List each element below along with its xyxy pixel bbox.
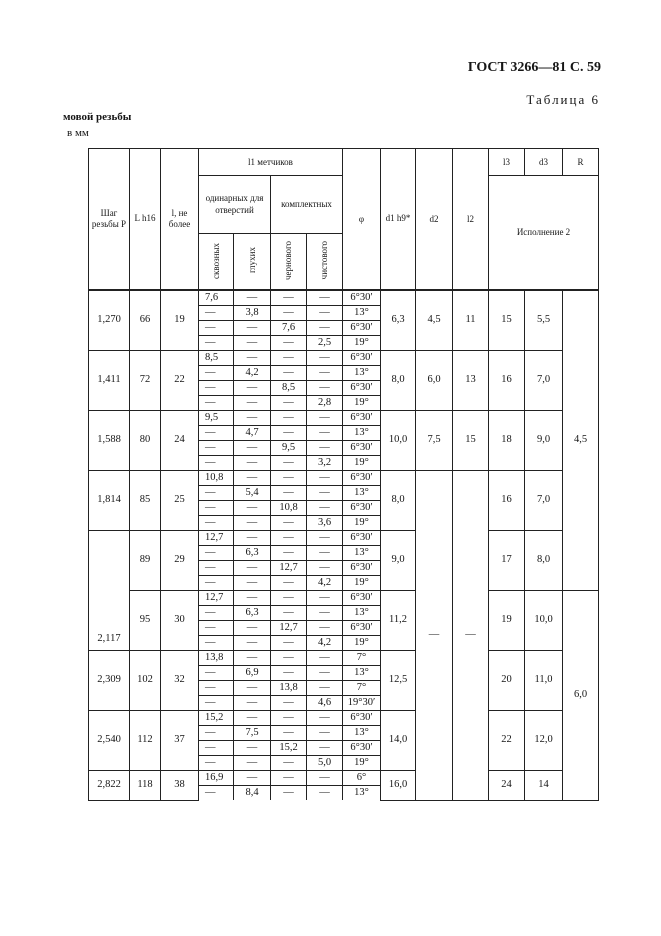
cell-l1: 15,2	[199, 711, 234, 726]
col-single-group: одинарных для отверстий	[199, 176, 271, 234]
cell-angle: 6°30′	[343, 531, 381, 546]
cell-d1: 11,2	[381, 591, 416, 651]
cell-l1: —	[234, 336, 271, 351]
cell-l1: —	[199, 786, 234, 801]
cell-l1: 2,8	[307, 396, 343, 411]
cell-l1: —	[271, 471, 307, 486]
cell-l1: —	[199, 606, 234, 621]
table-caption: мовой резьбы	[63, 111, 132, 123]
cell-l1: —	[199, 426, 234, 441]
cell-angle: 6°30′	[343, 711, 381, 726]
cell-l1: —	[307, 621, 343, 636]
cell-angle: 6°30′	[343, 591, 381, 606]
cell-l1: —	[271, 696, 307, 711]
cell-l1: —	[199, 456, 234, 471]
table-row	[89, 531, 599, 546]
cell-l1: —	[234, 456, 271, 471]
cell-l1: 4,7	[234, 426, 271, 441]
cell-l1: —	[234, 516, 271, 531]
cell-l1: —	[307, 426, 343, 441]
cell-d2: 4,5	[416, 291, 453, 351]
col-execution: Исполнение 2	[489, 176, 599, 290]
cell-l1: —	[234, 351, 271, 366]
cell-l: 25	[161, 471, 199, 531]
units-note: в мм	[67, 127, 89, 139]
cell-L: 112	[130, 711, 161, 771]
cell-l1: —	[307, 351, 343, 366]
cell-L: 66	[130, 291, 161, 351]
cell-l1: 7,6	[271, 321, 307, 336]
cell-angle: 19°30′	[343, 696, 381, 711]
col-l: l, не более	[161, 149, 199, 290]
cell-d3: 7,0	[525, 471, 563, 531]
cell-l2: 13	[453, 351, 489, 411]
cell-l1: 9,5	[199, 411, 234, 426]
cell-angle: 13°	[343, 666, 381, 681]
cell-angle: 6°30′	[343, 501, 381, 516]
cell-d1: 8,0	[381, 351, 416, 411]
cell-l1: —	[271, 636, 307, 651]
col-l1-group: l1 метчиков	[199, 149, 343, 176]
col-phi: φ	[343, 149, 381, 290]
cell-l1: —	[307, 726, 343, 741]
cell-l2-merged: —	[453, 471, 489, 801]
cell-angle: 6°30′	[343, 321, 381, 336]
cell-d3: 10,0	[525, 591, 563, 651]
cell-l1: —	[234, 711, 271, 726]
cell-l1: 4,2	[307, 636, 343, 651]
cell-l1: —	[199, 501, 234, 516]
cell-d3: 9,0	[525, 411, 563, 471]
cell-l1: 10,8	[199, 471, 234, 486]
cell-l1: —	[199, 696, 234, 711]
cell-l1: —	[234, 636, 271, 651]
cell-angle: 13°	[343, 726, 381, 741]
cell-l3: 22	[489, 711, 525, 771]
cell-pitch: 1,588	[89, 411, 130, 471]
cell-l1: —	[307, 546, 343, 561]
cell-l1: 15,2	[271, 741, 307, 756]
cell-l: 19	[161, 291, 199, 351]
cell-d2: 6,0	[416, 351, 453, 411]
cell-l1: —	[307, 321, 343, 336]
cell-l1: 6,9	[234, 666, 271, 681]
cell-l1: 3,8	[234, 306, 271, 321]
cell-l1: —	[199, 756, 234, 771]
col-finish-label: чистового	[319, 241, 329, 280]
col-R: R	[563, 149, 599, 176]
cell-pitch: 2,822	[89, 771, 130, 801]
cell-angle: 13°	[343, 546, 381, 561]
cell-l1: 4,6	[307, 696, 343, 711]
cell-l1: —	[199, 546, 234, 561]
cell-l1: —	[307, 681, 343, 696]
thread-data-table	[88, 148, 599, 801]
cell-angle: 6°	[343, 771, 381, 786]
cell-l1: —	[234, 741, 271, 756]
cell-l1: —	[271, 651, 307, 666]
table-row	[89, 651, 599, 666]
cell-angle: 19°	[343, 636, 381, 651]
cell-L: 118	[130, 771, 161, 801]
cell-l1: —	[199, 726, 234, 741]
cell-angle: 6°30′	[343, 621, 381, 636]
cell-angle: 19°	[343, 756, 381, 771]
cell-l1: 6,3	[234, 546, 271, 561]
cell-l1: —	[234, 771, 271, 786]
cell-L: 80	[130, 411, 161, 471]
cell-d1: 16,0	[381, 771, 416, 801]
cell-l1: —	[307, 381, 343, 396]
cell-l1: —	[199, 516, 234, 531]
cell-l1: —	[234, 621, 271, 636]
table-number: Таблица 6	[526, 92, 600, 107]
col-d2: d2	[416, 149, 453, 290]
cell-angle: 6°30′	[343, 441, 381, 456]
cell-l1: —	[234, 396, 271, 411]
cell-l3: 16	[489, 351, 525, 411]
cell-l1: —	[307, 561, 343, 576]
cell-d1: 10,0	[381, 411, 416, 471]
cell-angle: 6°30′	[343, 471, 381, 486]
cell-angle: 19°	[343, 576, 381, 591]
cell-l1: —	[307, 651, 343, 666]
cell-l1: —	[307, 306, 343, 321]
cell-l1: 9,5	[271, 441, 307, 456]
table-row	[89, 771, 599, 786]
cell-l1: 5,0	[307, 756, 343, 771]
cell-l1: —	[307, 471, 343, 486]
cell-l1: —	[199, 621, 234, 636]
cell-l1: —	[307, 501, 343, 516]
cell-l1: —	[307, 411, 343, 426]
cell-l1: —	[271, 606, 307, 621]
cell-d3: 7,0	[525, 351, 563, 411]
cell-angle: 6°30′	[343, 381, 381, 396]
cell-l1: —	[271, 576, 307, 591]
cell-l3: 18	[489, 411, 525, 471]
cell-l1: —	[234, 681, 271, 696]
cell-angle: 13°	[343, 606, 381, 621]
cell-l1: —	[307, 486, 343, 501]
cell-angle: 6°30′	[343, 351, 381, 366]
col-rough-label: чернового	[283, 241, 293, 280]
cell-l1: —	[199, 486, 234, 501]
cell-l1: 10,8	[271, 501, 307, 516]
cell-l1: —	[199, 741, 234, 756]
cell-L: 89	[130, 531, 161, 591]
cell-l3: 15	[489, 291, 525, 351]
cell-l1: 8,5	[271, 381, 307, 396]
col-blind	[234, 234, 271, 290]
cell-l1: —	[199, 306, 234, 321]
cell-l1: —	[199, 336, 234, 351]
cell-l1: —	[234, 591, 271, 606]
col-rough	[271, 234, 307, 290]
col-through-label: сквозных	[210, 242, 221, 279]
cell-l1: —	[271, 726, 307, 741]
cell-l1: —	[271, 756, 307, 771]
table-row	[89, 411, 599, 426]
cell-l1: —	[271, 306, 307, 321]
cell-L: 95	[130, 591, 161, 651]
cell-l1: —	[307, 291, 343, 306]
cell-d3: 11,0	[525, 651, 563, 711]
cell-l1: —	[234, 441, 271, 456]
cell-l1: 16,9	[199, 771, 234, 786]
cell-l1: 13,8	[271, 681, 307, 696]
cell-d1: 14,0	[381, 711, 416, 771]
cell-l1: 12,7	[199, 531, 234, 546]
col-blind-label: глухих	[246, 247, 257, 274]
cell-R-upper: 4,5	[563, 291, 599, 591]
cell-l1: —	[234, 411, 271, 426]
cell-l1: —	[234, 321, 271, 336]
cell-l1: —	[307, 531, 343, 546]
cell-l1: —	[199, 576, 234, 591]
cell-pitch: 1,411	[89, 351, 130, 411]
cell-l1: —	[271, 351, 307, 366]
cell-l1: 5,4	[234, 486, 271, 501]
cell-l1: 12,7	[199, 591, 234, 606]
table-row	[89, 591, 599, 606]
cell-angle: 7°	[343, 681, 381, 696]
cell-l1: —	[234, 756, 271, 771]
cell-L: 102	[130, 651, 161, 711]
cell-l1: —	[234, 291, 271, 306]
table-row	[89, 471, 599, 486]
cell-pitch: 1,270	[89, 291, 130, 351]
col-complete-group: комплектных	[271, 176, 343, 234]
cell-l1: —	[271, 366, 307, 381]
cell-l1: —	[271, 336, 307, 351]
cell-angle: 6°30′	[343, 411, 381, 426]
cell-l1: 2,5	[307, 336, 343, 351]
cell-l1: —	[234, 576, 271, 591]
cell-l1: —	[234, 696, 271, 711]
cell-l1: —	[307, 711, 343, 726]
cell-l1: —	[234, 501, 271, 516]
cell-l1: —	[199, 636, 234, 651]
cell-angle: 6°30′	[343, 561, 381, 576]
col-l2: l2	[453, 149, 489, 290]
cell-l1: —	[234, 531, 271, 546]
cell-d1: 6,3	[381, 291, 416, 351]
cell-l: 22	[161, 351, 199, 411]
cell-d3: 8,0	[525, 531, 563, 591]
cell-l1: 4,2	[307, 576, 343, 591]
cell-l1: —	[271, 546, 307, 561]
cell-l1: —	[271, 426, 307, 441]
cell-l2: 11	[453, 291, 489, 351]
cell-R-lower: 6,0	[563, 591, 599, 801]
cell-l3: 24	[489, 771, 525, 801]
cell-l1: —	[271, 411, 307, 426]
cell-l1: —	[271, 666, 307, 681]
cell-l3: 20	[489, 651, 525, 711]
cell-l1: —	[199, 561, 234, 576]
cell-l1: —	[271, 291, 307, 306]
cell-l1: 7,6	[199, 291, 234, 306]
cell-angle: 19°	[343, 396, 381, 411]
col-l3: l3	[489, 149, 525, 176]
cell-l1: —	[234, 381, 271, 396]
cell-l3: 17	[489, 531, 525, 591]
cell-l: 37	[161, 711, 199, 771]
cell-d1: 9,0	[381, 531, 416, 591]
cell-l2: 15	[453, 411, 489, 471]
cell-l1: 13,8	[199, 651, 234, 666]
cell-L: 72	[130, 351, 161, 411]
cell-l1: —	[271, 456, 307, 471]
cell-l1: 6,3	[234, 606, 271, 621]
cell-angle: 13°	[343, 786, 381, 801]
cell-angle: 6°30′	[343, 741, 381, 756]
col-through	[199, 234, 234, 290]
cell-l1: —	[271, 771, 307, 786]
cell-l1: 4,2	[234, 366, 271, 381]
cell-d1: 12,5	[381, 651, 416, 711]
cell-l1: 8,4	[234, 786, 271, 801]
cell-angle: 13°	[343, 306, 381, 321]
cell-l1: —	[307, 741, 343, 756]
cell-l1: 3,6	[307, 516, 343, 531]
cell-pitch: 2,309	[89, 651, 130, 711]
cell-angle: 13°	[343, 366, 381, 381]
cell-l1: —	[307, 606, 343, 621]
cell-l1: —	[234, 561, 271, 576]
cell-l1: —	[307, 771, 343, 786]
cell-l1: —	[307, 366, 343, 381]
page-header: ГОСТ 3266—81 С. 59	[467, 60, 601, 75]
cell-d2: 7,5	[416, 411, 453, 471]
cell-angle: 13°	[343, 426, 381, 441]
cell-d3: 14	[525, 771, 563, 801]
cell-l1: —	[271, 486, 307, 501]
cell-l1: —	[307, 591, 343, 606]
cell-l1: —	[271, 531, 307, 546]
cell-d3: 12,0	[525, 711, 563, 771]
cell-angle: 19°	[343, 516, 381, 531]
cell-angle: 19°	[343, 456, 381, 471]
cell-l1: —	[199, 396, 234, 411]
cell-l1: —	[307, 786, 343, 801]
cell-l: 30	[161, 591, 199, 651]
cell-pitch: 2,540	[89, 711, 130, 771]
cell-d3: 5,5	[525, 291, 563, 351]
cell-l: 38	[161, 771, 199, 801]
cell-l1: —	[307, 441, 343, 456]
cell-l1: —	[199, 381, 234, 396]
cell-l1: —	[271, 396, 307, 411]
table-row	[89, 711, 599, 726]
cell-l3: 16	[489, 471, 525, 531]
cell-l1: —	[271, 786, 307, 801]
cell-l1: 8,5	[199, 351, 234, 366]
cell-d1: 8,0	[381, 471, 416, 531]
col-d1: d1 h9*	[381, 149, 416, 290]
col-finish	[307, 234, 343, 290]
cell-angle: 19°	[343, 336, 381, 351]
cell-angle: 6°30′	[343, 291, 381, 306]
cell-d2-merged: —	[416, 471, 453, 801]
cell-l1: 7,5	[234, 726, 271, 741]
cell-l1: —	[307, 666, 343, 681]
cell-l1: —	[271, 516, 307, 531]
cell-pitch: 1,814	[89, 471, 130, 531]
cell-l1: 12,7	[271, 561, 307, 576]
cell-l: 24	[161, 411, 199, 471]
cell-l1: —	[199, 681, 234, 696]
cell-pitch: 2,117	[89, 531, 130, 651]
cell-l1: —	[234, 471, 271, 486]
cell-L: 85	[130, 471, 161, 531]
cell-angle: 13°	[343, 486, 381, 501]
cell-l1: —	[199, 441, 234, 456]
cell-l1: —	[271, 711, 307, 726]
cell-l1: —	[199, 666, 234, 681]
cell-l3: 19	[489, 591, 525, 651]
cell-l1: 3,2	[307, 456, 343, 471]
col-L: L h16	[130, 149, 161, 290]
cell-l1: —	[199, 321, 234, 336]
cell-l1: —	[199, 366, 234, 381]
cell-l: 32	[161, 651, 199, 711]
cell-l1: —	[234, 651, 271, 666]
cell-l1: 12,7	[271, 621, 307, 636]
cell-l: 29	[161, 531, 199, 591]
col-pitch: Шаг резьбы P	[89, 149, 130, 290]
cell-l1: —	[271, 591, 307, 606]
col-d3: d3	[525, 149, 563, 176]
cell-angle: 7°	[343, 651, 381, 666]
table-row	[89, 291, 599, 306]
table-row	[89, 351, 599, 366]
